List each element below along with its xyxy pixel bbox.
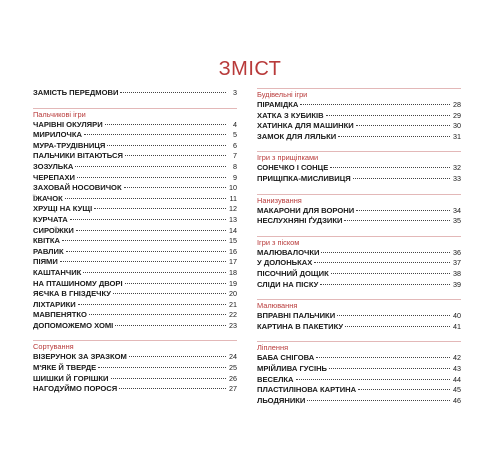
dot-leader <box>65 198 226 199</box>
toc-entry[interactable] <box>33 183 237 194</box>
page-number: 21 <box>229 299 237 309</box>
section-heading: Ігри з піском <box>257 236 461 248</box>
toc-section <box>257 151 461 184</box>
page-number: 31 <box>453 131 461 141</box>
toc-entry[interactable] <box>33 130 237 141</box>
page-number: 19 <box>229 278 237 288</box>
dot-leader <box>338 136 450 137</box>
dot-leader <box>320 284 450 285</box>
toc-entry[interactable] <box>257 385 461 396</box>
dot-leader <box>62 240 226 241</box>
toc-entry[interactable] <box>33 151 237 162</box>
entry-title: МАКАРОНИ ДЛЯ ВОРОНИ <box>257 205 355 215</box>
toc-entry[interactable] <box>257 258 461 269</box>
section-heading: Сортування <box>33 340 237 352</box>
page-number: 5 <box>233 130 237 140</box>
page-number: 43 <box>453 363 461 373</box>
toc-entry[interactable] <box>257 248 461 259</box>
dot-leader <box>119 388 226 389</box>
dot-leader <box>300 104 450 105</box>
toc-section <box>33 108 237 332</box>
page-number: 39 <box>453 279 461 289</box>
entry-title: ЯЄЧКА В ГНІЗДЕЧКУ <box>33 289 112 299</box>
dot-leader <box>105 124 226 125</box>
entry-title: ПРИЩІПКА-МИСЛИВИЦЯ <box>257 173 351 183</box>
entry-title: НАГОДУЙМО ПОРОСЯ <box>33 384 118 394</box>
entry-title: ХАТИНКА ДЛЯ МАШИНКИ <box>257 121 354 131</box>
toc-entry[interactable] <box>33 384 237 395</box>
toc-entry[interactable] <box>257 111 461 122</box>
page-number: 16 <box>229 246 237 256</box>
page-number: 15 <box>229 236 237 246</box>
entry-title: ЗАМІСТЬ ПЕРЕДМОВИ <box>33 88 119 97</box>
dot-leader <box>358 389 450 390</box>
entry-title: НА ПТАШИНОМУ ДВОРІ <box>33 278 123 288</box>
toc-entry[interactable] <box>33 310 237 321</box>
toc-section <box>257 341 461 406</box>
toc-entry[interactable] <box>257 269 461 280</box>
toc-entry[interactable] <box>33 374 237 385</box>
dot-leader <box>356 125 450 126</box>
page-number: 23 <box>229 320 237 330</box>
dot-leader <box>98 367 226 368</box>
entry-title: ЗАХОВАЙ НОСОВИЧОК <box>33 183 122 193</box>
dot-leader <box>329 368 450 369</box>
page-number: 11 <box>229 193 237 203</box>
entry-title: М'ЯКЕ Й ТВЕРДЕ <box>33 363 97 373</box>
page-number: 46 <box>453 395 461 405</box>
entry-title: МАЛЮВАЛОЧКИ <box>257 247 320 257</box>
toc-entry[interactable] <box>257 364 461 375</box>
page-number: 42 <box>453 353 461 363</box>
entry-title: ХРУЩІ НА КУЩІ <box>33 204 93 214</box>
toc-entry[interactable] <box>33 352 237 363</box>
dot-leader <box>113 293 226 294</box>
entry-title: ЗАМОК ДЛЯ ЛЯЛЬКИ <box>257 131 337 141</box>
toc-entry[interactable] <box>257 353 461 364</box>
entry-title: МАВПЕНЯТКО <box>33 310 87 320</box>
dot-leader <box>345 326 450 327</box>
page-number: 33 <box>453 173 461 183</box>
entry-title: СОНЕЧКО І СОНЦЕ <box>257 163 329 173</box>
dot-leader <box>84 134 226 135</box>
toc-entry[interactable] <box>33 141 237 152</box>
entry-title: ЇЖАЧОК <box>33 193 63 203</box>
page-number: 36 <box>453 247 461 257</box>
dot-leader <box>125 283 226 284</box>
dot-leader <box>107 145 226 146</box>
dot-leader <box>66 251 226 252</box>
toc-entry[interactable] <box>257 311 461 322</box>
toc-entry[interactable] <box>33 268 237 279</box>
page-number: 24 <box>229 352 237 362</box>
page-number: 44 <box>453 374 461 384</box>
dot-leader <box>125 155 226 156</box>
dot-leader <box>316 357 450 358</box>
toc-entry[interactable] <box>33 300 237 311</box>
toc-entry[interactable] <box>33 88 237 99</box>
toc-entry[interactable] <box>33 162 237 173</box>
page-number: 9 <box>233 172 237 182</box>
toc-entry[interactable] <box>33 226 237 237</box>
toc-entry[interactable] <box>257 206 461 217</box>
entry-title: ПІЯМИ <box>33 257 58 267</box>
section-heading: Пальчикові ігри <box>33 108 237 120</box>
dot-leader <box>344 220 450 221</box>
page-number: 38 <box>453 268 461 278</box>
toc-right-column <box>257 88 461 415</box>
dot-leader <box>331 273 450 274</box>
toc-section <box>257 236 461 290</box>
page-number: 28 <box>453 100 461 109</box>
toc-section <box>33 340 237 394</box>
entry-title: ЛІХТАРИКИ <box>33 299 76 309</box>
page-number: 40 <box>453 311 461 321</box>
page-number: 4 <box>233 119 237 129</box>
toc-entry[interactable] <box>33 215 237 226</box>
toc-entry[interactable] <box>33 279 237 290</box>
dot-leader <box>356 210 450 211</box>
entry-title: МУРА-ТРУДІВНИЦЯ <box>33 140 106 150</box>
toc-section <box>257 194 461 227</box>
toc-entry[interactable] <box>257 322 461 333</box>
toc-entry[interactable] <box>33 289 237 300</box>
dot-leader <box>115 325 226 326</box>
page-number: 10 <box>229 183 237 193</box>
entry-title: ШИШКИ Й ГОРІШКИ <box>33 373 109 383</box>
page-number: 3 <box>233 88 237 97</box>
entry-title: КАРТИНА В ПАКЕТИКУ <box>257 321 344 331</box>
dot-leader <box>60 261 226 262</box>
dot-leader <box>94 208 226 209</box>
entry-title: РАВЛИК <box>33 246 64 256</box>
dot-leader <box>307 400 450 401</box>
toc-entry[interactable] <box>257 216 461 227</box>
toc-entry[interactable] <box>257 396 461 407</box>
section-heading: Ігри з прищіпками <box>257 151 461 163</box>
page-number: 41 <box>453 321 461 331</box>
toc-entry[interactable] <box>33 236 237 247</box>
toc-section <box>33 88 237 99</box>
toc-entry[interactable] <box>257 132 461 143</box>
page-number: 20 <box>229 289 237 299</box>
dot-leader <box>314 262 450 263</box>
dot-leader <box>321 252 450 253</box>
dot-leader <box>296 379 450 380</box>
page-number: 22 <box>229 310 237 320</box>
entry-title: ВІЗЕРУНОК ЗА ЗРАЗКОМ <box>33 352 127 362</box>
page-number: 8 <box>233 161 237 171</box>
page-number: 29 <box>453 110 461 120</box>
dot-leader <box>89 314 226 315</box>
toc-entry[interactable] <box>257 121 461 132</box>
entry-title: ВЕСЕЛКА <box>257 374 294 384</box>
entry-title: МИРИЛОЧКА <box>33 130 82 140</box>
page-number: 25 <box>229 363 237 373</box>
section-heading: Малювання <box>257 299 461 311</box>
toc-entry[interactable] <box>257 100 461 111</box>
toc-section <box>257 299 461 332</box>
page-number: 30 <box>453 121 461 131</box>
toc-entry[interactable] <box>33 363 237 374</box>
entry-title: ЗОЗУЛЬКА <box>33 161 74 171</box>
entry-title: ПАЛЬЧИКИ ВІТАЮТЬСЯ <box>33 151 123 161</box>
toc-entry[interactable] <box>33 194 237 205</box>
page-number: 12 <box>229 204 237 214</box>
dot-leader <box>111 378 227 379</box>
page-number: 35 <box>453 216 461 226</box>
page-number: 13 <box>229 214 237 224</box>
entry-title: КАШТАНЧИК <box>33 267 82 277</box>
page-number: 34 <box>453 205 461 215</box>
entry-title: ПІСОЧНИЙ ДОЩИК <box>257 268 329 278</box>
entry-title: КВІТКА <box>33 236 60 246</box>
dot-leader <box>77 177 226 178</box>
entry-title: ВПРАВНІ ПАЛЬЧИКИ <box>257 311 336 321</box>
page-number: 14 <box>229 225 237 235</box>
toc-entry[interactable] <box>257 174 461 185</box>
toc-section <box>257 88 461 142</box>
section-heading: Будівельні ігри <box>257 88 461 100</box>
page-number: 45 <box>453 385 461 395</box>
dot-leader <box>326 115 450 116</box>
dot-leader <box>78 304 226 305</box>
entry-title: ДОПОМОЖЕМО ХОМІ <box>33 320 114 330</box>
entry-title: СЛІДИ НА ПІСКУ <box>257 279 319 289</box>
page-title: ЗМІСТ <box>218 58 282 80</box>
page-number: 17 <box>229 257 237 267</box>
entry-title: У ДОЛОНЬКАХ <box>257 258 313 268</box>
toc-entry[interactable] <box>33 257 237 268</box>
dot-leader <box>75 166 226 167</box>
page-number: 7 <box>233 151 237 161</box>
entry-title: ХАТКА З КУБИКІВ <box>257 110 324 120</box>
entry-title: ПЛАСТИЛІНОВА КАРТИНА <box>257 385 357 395</box>
toc-left-column <box>33 88 237 404</box>
section-heading: Ліплення <box>257 341 461 353</box>
toc-entry[interactable] <box>33 173 237 184</box>
entry-title: СИРОЇЖКИ <box>33 225 74 235</box>
page-number: 18 <box>229 267 237 277</box>
dot-leader <box>76 230 226 231</box>
entry-title: БАБА СНІГОВА <box>257 353 315 363</box>
page-number: 26 <box>229 373 237 383</box>
dot-leader <box>70 219 226 220</box>
dot-leader <box>83 272 226 273</box>
toc-entry[interactable] <box>257 375 461 386</box>
dot-leader <box>120 92 226 93</box>
page-number: 37 <box>453 258 461 268</box>
entry-title: ЧЕРЕПАХИ <box>33 172 75 182</box>
toc-entry[interactable] <box>257 280 461 291</box>
section-heading: Нанизування <box>257 194 461 206</box>
entry-title: ЧАРІВНІ ОКУЛЯРИ <box>33 119 103 129</box>
entry-title: МРІЙЛИВА ГУСІНЬ <box>257 363 328 373</box>
entry-title: ПІРАМІДКА <box>257 100 299 109</box>
toc-entry[interactable] <box>33 321 237 332</box>
page-number: 6 <box>233 140 237 150</box>
toc-entry[interactable] <box>33 247 237 258</box>
dot-leader <box>337 315 450 316</box>
dot-leader <box>129 356 226 357</box>
toc-entry[interactable] <box>33 120 237 131</box>
dot-leader <box>353 178 450 179</box>
entry-title: КУРЧАТА <box>33 214 68 224</box>
page-number: 32 <box>453 163 461 173</box>
dot-leader <box>330 167 450 168</box>
entry-title: ЛЬОДЯНИКИ <box>257 395 306 405</box>
toc-entry[interactable] <box>33 204 237 215</box>
page-number: 27 <box>229 384 237 394</box>
entry-title: НЕСЛУХНЯНІ ҐУДЗИКИ <box>257 216 343 226</box>
dot-leader <box>124 187 226 188</box>
toc-entry[interactable] <box>257 163 461 174</box>
